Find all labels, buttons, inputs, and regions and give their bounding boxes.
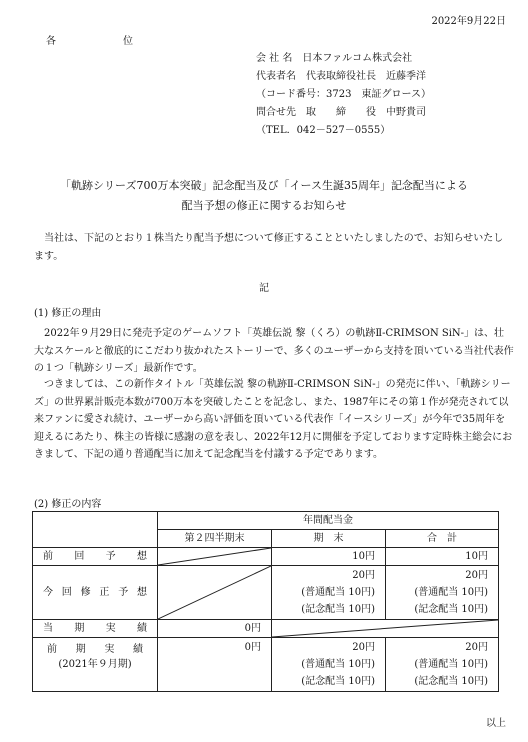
prior-end-memorial: (記念配当 10円) [301, 676, 375, 687]
company-name: 会 社 名 日本ファルコム株式会社 [256, 53, 413, 64]
table-corner-cell [33, 512, 158, 548]
header-q2-end: 第２四半期末 [158, 530, 272, 548]
row-label-previous: 前 回 予 想 [33, 548, 158, 566]
diagonal-cell [158, 548, 272, 566]
prior-total [386, 638, 499, 692]
dividend-table [32, 511, 499, 692]
salutation: 各 位 [46, 36, 134, 47]
row-label-revised: 今 回 修 正 予 想 [33, 566, 158, 620]
previous-total: 10円 [386, 548, 499, 566]
revised-end-amount: 20円 [352, 570, 375, 581]
revised-year-end [272, 566, 386, 620]
revised-total-memorial: (記念配当 10円) [414, 604, 489, 615]
title-line-1: 「軌跡シリーズ700万本突破」記念配当及び「イース生誕35周年」記念配当による [60, 179, 468, 192]
contact-tel: （TEL．042－527－0555） [256, 125, 391, 136]
representative: 代表者名 代表取締役社長 近藤季洋 [256, 71, 426, 82]
reason-paragraph-1: 2022年９月29日に発売予定のゲームソフト「英雄伝説 黎（くろ）の軌跡Ⅱ-CRIMSON SiN-」は、壮大なスケールと徹底的にこだわり抜かれたストーリーで、多くのユーザーから支持を頂いている当社代表作の１つ「軌跡シリーズ」最新作です。 [34, 328, 514, 374]
revised-end-memorial: (記念配当 10円) [301, 604, 375, 615]
prior-label: 前 期 実 績 [47, 644, 143, 655]
title-line-2: 配当予想の修正に関するお知らせ [181, 199, 347, 212]
table-row-prior [33, 638, 499, 692]
revised-end-regular: (普通配当 10円) [301, 587, 375, 598]
prior-total-regular: (普通配当 10円) [414, 659, 489, 670]
revised-total [386, 566, 499, 620]
prior-period: (2021年９月期) [58, 659, 132, 670]
revised-total-amount: 20円 [465, 570, 489, 581]
prior-total-memorial: (記念配当 10円) [414, 676, 489, 687]
diagonal-cell [272, 620, 499, 638]
current-q2: 0円 [158, 620, 272, 638]
prior-total-amount: 20円 [465, 642, 489, 653]
header-year-end: 期 末 [272, 530, 386, 548]
prior-year-end [272, 638, 386, 692]
lead-paragraph: 当社は、下記のとおり１株当たり配当予想について修正することといたしましたので、お知らせいたします。 [34, 233, 504, 262]
document-date: 2022年9月22日 [431, 16, 506, 27]
closing-mark: 以上 [486, 718, 506, 729]
issuer-block [256, 50, 431, 140]
prior-q2: 0円 [158, 638, 272, 692]
notice-title [0, 176, 528, 216]
reason-paragraph-2: つきましては、この新作タイトル「英雄伝説 黎の軌跡Ⅱ-CRIMSON SiN-」の発売に伴い、「軌跡シリーズ」の世界累計販売本数が700万本を突破したことを記念し、また、1987年にその第１作が発売されて以来ファンに愛され続け、ユーザーから高い評価を頂いている代表作「イースシリーズ」が今年で35周年を迎えるにあたり、株主の皆様に感謝の意を表し、2022年12月に開催を予定しております定時株主総会におきまして、下記の通り普通配当に加えて記念配当を付議する予定であります。 [34, 379, 513, 460]
diagonal-cell [158, 566, 272, 620]
contact-person: 問合せ先 取 締 役 中野貴司 [256, 107, 426, 118]
section-1-heading: (1) 修正の理由 [34, 308, 102, 319]
section-2-heading: (2) 修正の内容 [34, 499, 102, 510]
row-label-current: 当 期 実 績 [33, 620, 158, 638]
revised-total-regular: (普通配当 10円) [414, 587, 489, 598]
header-total: 合 計 [386, 530, 499, 548]
header-annual-dividend: 年間配当金 [158, 512, 499, 530]
prior-end-regular: (普通配当 10円) [301, 659, 375, 670]
ki-heading: 記 [259, 283, 269, 294]
table-row-revised [33, 566, 499, 620]
previous-year-end: 10円 [272, 548, 386, 566]
stock-code: （コード番号：3723 東証グロース） [256, 89, 431, 100]
row-label-prior [33, 638, 158, 692]
table-row-previous [33, 548, 499, 566]
prior-end-amount: 20円 [352, 642, 375, 653]
table-row-current [33, 620, 499, 638]
